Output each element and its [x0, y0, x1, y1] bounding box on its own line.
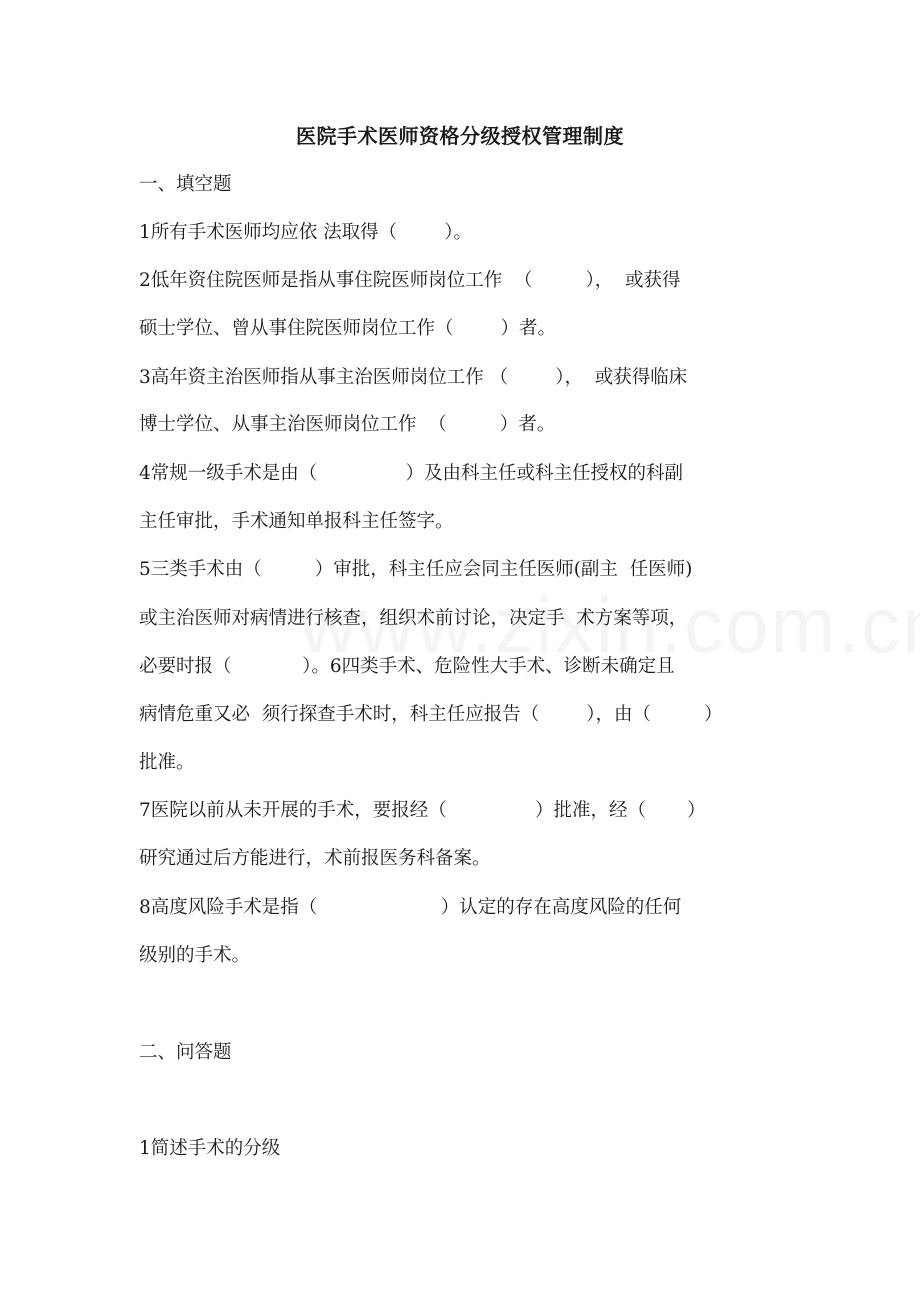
section-heading-fill-in-blank: 一、填空题: [139, 174, 232, 195]
question-line: 批准。: [139, 752, 195, 773]
section-heading-short-answer: 二、问答题: [139, 1042, 232, 1063]
document-title: 医院手术医师资格分级授权管理制度: [296, 124, 624, 148]
question-line: 8高度风险手术是指（ ）认定的存在高度风险的任何: [139, 897, 682, 918]
question-line: 2低年资住院医师是指从事住院医师岗位工作 （ ）， 或获得: [139, 270, 681, 291]
question-line: 研究通过后方能进行，术前报医务科备案。: [139, 848, 491, 869]
question-line: 必要时报（ ）。6四类手术、危险性大手术、诊断未确定且: [139, 656, 675, 677]
question-line: 1所有手术医师均应依 法取得（ ）。: [139, 222, 472, 243]
question-line: 病情危重又必 须行探查手术时，科主任应报告（ ），由（ ）: [139, 704, 723, 725]
short-answer-question: 1简述手术的分级: [139, 1138, 281, 1159]
question-line: 博士学位、从事主治医师岗位工作 （ ）者。: [139, 414, 556, 435]
question-line: 或主治医师对病情进行核查，组织术前讨论，决定手 术方案等项，: [139, 608, 688, 629]
question-line: 级别的手术。: [139, 945, 251, 966]
question-line: 4常规一级手术是由（ ）及由科主任或科主任授权的科副: [139, 463, 683, 484]
question-line: 5三类手术由（ ）审批，科主任应会同主任医师(副主 任医师): [139, 559, 693, 580]
question-line: 3高年资主治医师指从事主治医师岗位工作 （ ）， 或获得临床: [139, 367, 688, 388]
question-line: 硕士学位、曾从事住院医师岗位工作（ ）者。: [139, 318, 557, 339]
question-line: 主任审批，手术通知单报科主任签字。: [139, 511, 454, 532]
question-line: 7医院以前从未开展的手术，要报经（ ）批准，经（ ）: [139, 800, 706, 821]
